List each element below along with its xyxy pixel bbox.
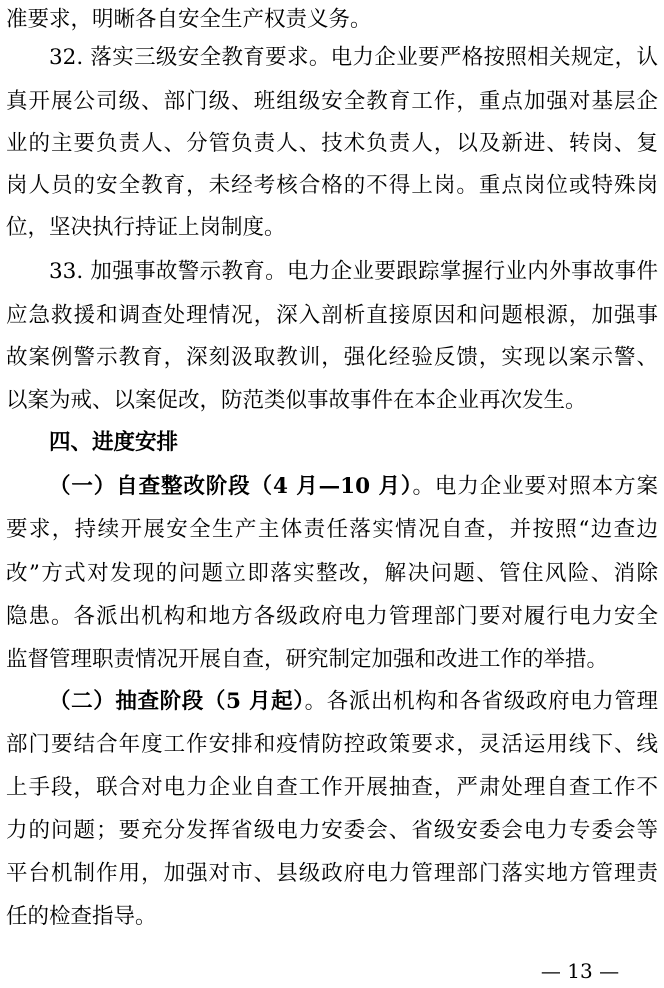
text-line: 位，坚决执行持证上岗制度。 [6, 215, 286, 240]
text-line: 部门要结合年度工作安排和疫情防控政策要求，灵活运用线下、线 [6, 732, 658, 757]
text-line: 准要求，明晰各自安全生产权责义务。 [6, 7, 372, 32]
text-line: 改”方式对发现的问题立即落实整改，解决问题、管住风险、消除 [6, 561, 658, 586]
page-number: — 13 — [540, 959, 620, 983]
text-line: 岗人员的安全教育，未经考核合格的不得上岗。重点岗位或特殊岗 [6, 173, 658, 198]
section-heading: 四、进度安排 [49, 430, 179, 455]
text-line: 33. 加强事故警示教育。电力企业要跟踪掌握行业内外事故事件 [49, 259, 658, 284]
text-line: 要求，持续开展安全生产主体责任落实情况自查，并按照“边查边 [6, 517, 658, 542]
text-line: （二）抽查阶段（5 月起）。各派出机构和各省级政府电力管理 [49, 689, 658, 714]
text-line: 隐患。各派出机构和地方各级政府电力管理部门要对履行电力安全 [6, 604, 658, 629]
subsection-title: （二）抽查阶段（5 月起） [49, 689, 305, 714]
text-line: 故案例警示教育，深刻汲取教训，强化经验反馈，实现以案示警、 [6, 345, 658, 370]
text-line: 上手段，联合对电力企业自查工作开展抽查，严肃处理自查工作不 [6, 775, 658, 800]
text-line: 力的问题；要充分发挥省级电力安委会、省级安委会电力专委会等 [6, 818, 658, 843]
text-line: （一）自查整改阶段（4 月—10 月）。电力企业要对照本方案 [49, 474, 658, 499]
text-line: 应急救援和调查处理情况，深入剖析直接原因和问题根源，加强事 [6, 303, 658, 328]
text-line: 真开展公司级、部门级、班组级安全教育工作，重点加强对基层企 [6, 89, 658, 114]
text-line: 监督管理职责情况开展自查，研究制定加强和改进工作的举措。 [6, 647, 609, 672]
text-line: 32. 落实三级安全教育要求。电力企业要严格按照相关规定，认 [49, 45, 658, 70]
text-line: 业的主要负责人、分管负责人、技术负责人，以及新进、转岗、复 [6, 131, 658, 156]
text-line: 以案为戒、以案促改，防范类似事故事件在本企业再次发生。 [6, 388, 587, 413]
subsection-title: （一）自查整改阶段（4 月—10 月） [49, 474, 413, 499]
text-line: 平台机制作用，加强对市、县级政府电力管理部门落实地方管理责 [6, 861, 658, 886]
text-line: 任的检查指导。 [6, 904, 157, 929]
